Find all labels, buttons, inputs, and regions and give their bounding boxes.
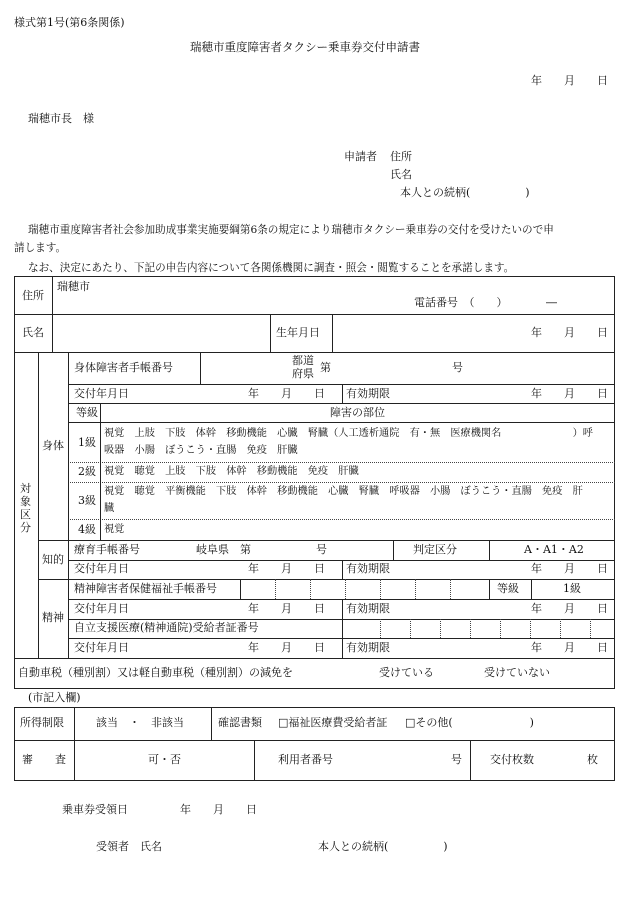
mental-expiry-label: 有効期限 [346, 602, 390, 615]
mental-book-label: 精神障害者保健福祉手帳番号 [74, 582, 217, 595]
grade-label: 等級 [76, 406, 98, 419]
grade4-sites: 視覚 [104, 524, 125, 535]
grade1-label: 1級 [78, 436, 96, 449]
user-number-label: 利用者番号 [278, 753, 333, 766]
form-number: 様式第1号(第6条関係) [14, 16, 125, 29]
form-title: 瑞穂市重度障害者タクシー乗車券交付申請書 [190, 40, 420, 54]
go-label: 号 [452, 361, 463, 374]
judge-value: A・A1・A2 [524, 543, 584, 556]
review-value[interactable]: 可・否 [148, 753, 181, 766]
addressee: 瑞穂市長 様 [28, 112, 94, 125]
physical-book-label: 身体障害者手帳番号 [74, 361, 173, 374]
applicant-relation: 本人との続柄( ) [400, 186, 530, 199]
tax-no[interactable]: 受けていない [484, 666, 550, 679]
birth-value: 年 月 日 [531, 326, 608, 339]
receiver-relation: 本人との続柄( ) [318, 840, 448, 853]
mental-grade-value: 1級 [563, 582, 581, 595]
address-label: 住所 [22, 289, 44, 302]
ryoiku-expiry-date: 年 月 日 [531, 562, 608, 575]
mental-label: 精神 [42, 611, 64, 624]
applicant-name-label: 氏名 [390, 168, 412, 181]
dai-label: 第 [320, 361, 331, 374]
tickets-suffix: 枚 [587, 753, 598, 766]
ryoiku-issue-label: 交付年月日 [74, 562, 129, 575]
ryoiku-book-label: 療育手帳番号 [74, 543, 140, 556]
physical-label: 身体 [42, 439, 64, 452]
receipt-date: 年 月 日 [180, 803, 257, 816]
mental-issue-label: 交付年月日 [74, 602, 129, 615]
applicant-label: 申請者 [344, 150, 377, 163]
confirm-option-other[interactable]: □その他( ) [405, 716, 534, 729]
physical-expiry-date: 年 月 日 [531, 387, 608, 400]
address-value: 瑞穂市 [57, 280, 90, 293]
physical-issue-label: 交付年月日 [74, 387, 129, 400]
judge-label: 判定区分 [413, 543, 457, 556]
jiritsu-expiry-date: 年 月 日 [531, 641, 608, 654]
gifu-label: 岐阜県 第 [196, 543, 251, 556]
receipt-label: 乗車券受領日 [62, 803, 128, 816]
jiritsu-label: 自立支援医療(精神通院)受給者証番号 [74, 621, 259, 634]
intellectual-label: 知的 [42, 553, 64, 566]
phone-number: 電話番号 （ ） ― [414, 296, 557, 309]
intro-line1: 瑞穂市重度障害者社会参加助成事業実施要綱第6条の規定により瑞穂市タクシー乗車券の交付を受けたいので申 [28, 224, 554, 236]
grade3-sites-line1: 視覚 聴覚 平衡機能 下肢 体幹 移動機能 心臓 腎臓 呼吸器 小腸 ぼうこう・直腸 免疫 肝 [104, 486, 583, 497]
intro-line2: 請します。 [14, 242, 67, 254]
application-date: 年 月 日 [531, 74, 608, 87]
mental-grade-label: 等級 [497, 582, 519, 595]
grade3-sites-line2: 臓 [104, 503, 115, 514]
target-category-label: 対象区分 [20, 482, 31, 534]
physical-issue-date: 年 月 日 [248, 387, 325, 400]
applicant-address-label: 住所 [390, 150, 412, 163]
jiritsu-issue-label: 交付年月日 [74, 641, 129, 654]
mental-expiry-date: 年 月 日 [531, 602, 608, 615]
name-label: 氏名 [22, 326, 44, 339]
grade4-label: 4級 [78, 523, 96, 536]
grade3-label: 3級 [78, 494, 96, 507]
city-heading: (市記入欄) [28, 691, 81, 704]
income-label: 所得制限 [20, 716, 64, 729]
review-label: 審 査 [22, 753, 66, 766]
grade1-sites-line1: 視覚 上肢 下肢 体幹 移動機能 心臓 腎臓（人工透析通院 有・無 医療機関名 ）呼 [104, 428, 593, 439]
jiritsu-issue-date: 年 月 日 [248, 641, 325, 654]
ryoiku-expiry-label: 有効期限 [346, 562, 390, 575]
mental-issue-date: 年 月 日 [248, 602, 325, 615]
tax-text: 自動車税（種別割）又は軽自動車税（種別割）の減免を [18, 666, 293, 679]
grade2-label: 2級 [78, 465, 96, 478]
confirm-option-welfare[interactable]: □福祉医療費受給者証 [278, 716, 388, 729]
ryoiku-go-label: 号 [316, 543, 327, 556]
prefecture-label: 都道府県 [292, 354, 314, 380]
birth-label: 生年月日 [276, 326, 320, 339]
tickets-label: 交付枚数 [490, 753, 534, 766]
consent-text: なお、決定にあたり、下記の申告内容について各関係機関に調査・照会・閲覧することを承諾します。 [28, 262, 515, 274]
jiritsu-expiry-label: 有効期限 [346, 641, 390, 654]
receiver-name-label: 受領者 氏名 [96, 840, 162, 853]
confirm-label: 確認書類 [218, 716, 262, 729]
physical-expiry-label: 有効期限 [346, 387, 390, 400]
site-label: 障害の部位 [330, 406, 385, 419]
grade2-sites: 視覚 聴覚 上肢 下肢 体幹 移動機能 免疫 肝臓 [104, 466, 359, 477]
user-number-suffix: 号 [451, 753, 462, 766]
tax-yes[interactable]: 受けている [379, 666, 434, 679]
income-value[interactable]: 該当 ・ 非該当 [96, 716, 184, 729]
grade1-sites-line2: 吸器 小腸 ぼうこう・直腸 免疫 肝臓 [104, 445, 298, 456]
ryoiku-issue-date: 年 月 日 [248, 562, 325, 575]
